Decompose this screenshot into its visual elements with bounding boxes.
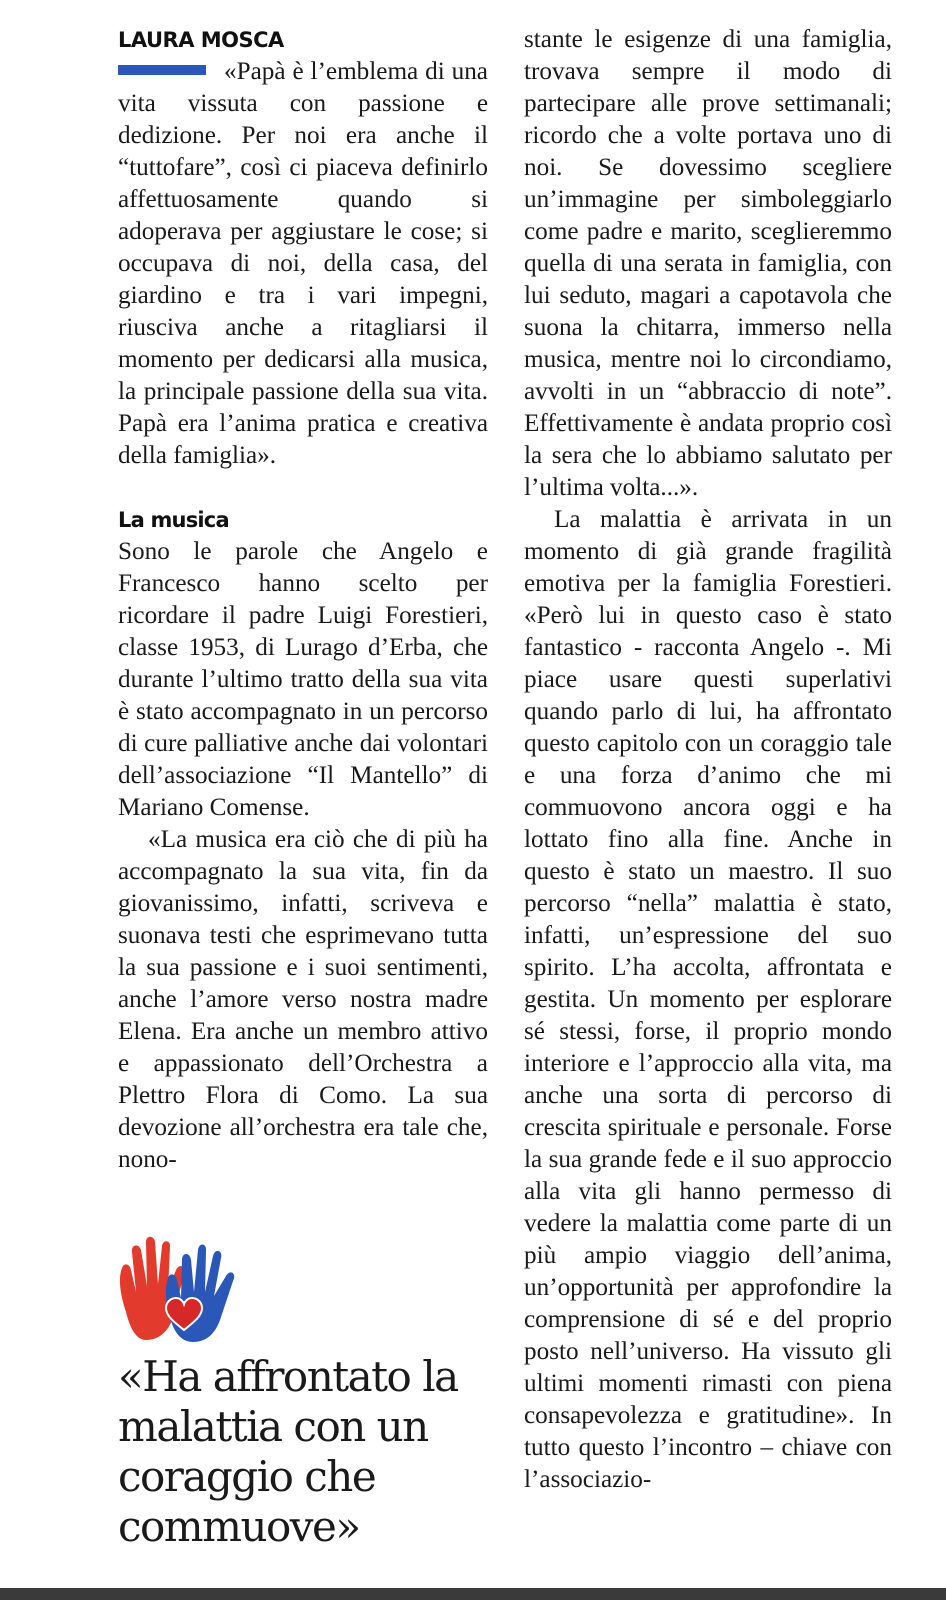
pull-quote: «Ha affrontato la malattia con un coraggio che commuove» — [118, 1352, 458, 1551]
intro-paragraph — [118, 56, 488, 472]
blue-hand-icon — [166, 1244, 234, 1342]
hands-heart-icon — [116, 1234, 254, 1346]
intro-text: «Papà è l’emblema di una vita vissuta con passione e dedizione. Per noi era anche il “tuttofare”, così ci piaceva definirlo affettuosamente quando si adoperava per aggiustare le cose; si occupava di noi, della casa, del giardino e tra i vari impegni, riusciva anche a ritagliarsi il momento per dedicarsi alla musica, la principale passione della sua vita. Papà era l’anima pratica e creativa della famiglia». — [118, 58, 488, 469]
article-column-left — [118, 24, 488, 1176]
article-column-right — [524, 24, 892, 1496]
section-subhead: La musica — [118, 508, 229, 532]
byline: LAURA MOSCA — [118, 28, 284, 52]
body-paragraph-3: La malattia è arrivata in un momento di già grande fragilità emotiva per la famiglia Forestieri. «Però lui in questo caso è stato fantastico - racconta Angelo -. Mi piace usare questi superlativi quando parlo di lui, ha affrontato questo capitolo con un coraggio tale e una forza d’animo che mi commuovono ancora oggi e ha lottato fino alla fine. Anche in questo è stato un maestro. Il suo percorso “nella” malattia è stato, infatti, un’espressione del suo spirito. L’ha accolta, affrontata e gestita. Un momento per esplorare sé stessi, forse, il proprio mondo interiore e l’approccio alla vita, ma anche una sorta di percorso di crescita spirituale e personale. Forse la sua grande fede e il suo approccio alla vita gli hanno permesso di vedere la malattia come parte di un più ampio viaggio dell’anima, un’opportunità per approfondire la comprensione di sé e del proprio posto nell’universo. Ha vissuto gli ultimi momenti rimasti con piena consapevolezza e gratitudine». In tutto questo l’incontro – chiave con l’associazio- — [524, 506, 892, 1493]
accent-rule — [118, 65, 206, 75]
body-paragraph-2-start: «La musica era ciò che di più ha accompagnato la sua vita, fin da giovanissimo, infatti, scriveva e suonava testi che esprimevano tutta la sua passione e i suoi sentimenti, anche l’amore verso nostra madre Elena. Era anche un membro attivo e appassionato dell’Orchestra a Plettro Flora di Como. La sua devozione all’orchestra era tale che, nono- — [118, 826, 488, 1173]
bottom-edge-bar — [0, 1588, 946, 1600]
body-paragraph-2-continued: stante le esigenze di una famiglia, trovava sempre il modo di partecipare alle prove settimanali; ricordo che a volte portava uno di noi. Se dovessimo scegliere un’immagine per simboleggiarlo come padre e marito, sceglieremmo quella di una serata in famiglia, con lui seduto, magari a capotavola che suona la chitarra, immerso nella musica, mentre noi lo circondiamo, avvolti in un “abbraccio di note”. Effettivamente è andata proprio così la sera che lo abbiamo salutato per l’ultima volta...». — [524, 26, 892, 501]
body-paragraph-1: Sono le parole che Angelo e Francesco hanno scelto per ricordare il padre Luigi Forestieri, classe 1953, di Lurago d’Erba, che durante l’ultimo tratto della sua vita è stato accompagnato in un percorso di cure palliative anche dai volontari dell’associazione “Il Mantello” di Mariano Comense. — [118, 538, 488, 821]
